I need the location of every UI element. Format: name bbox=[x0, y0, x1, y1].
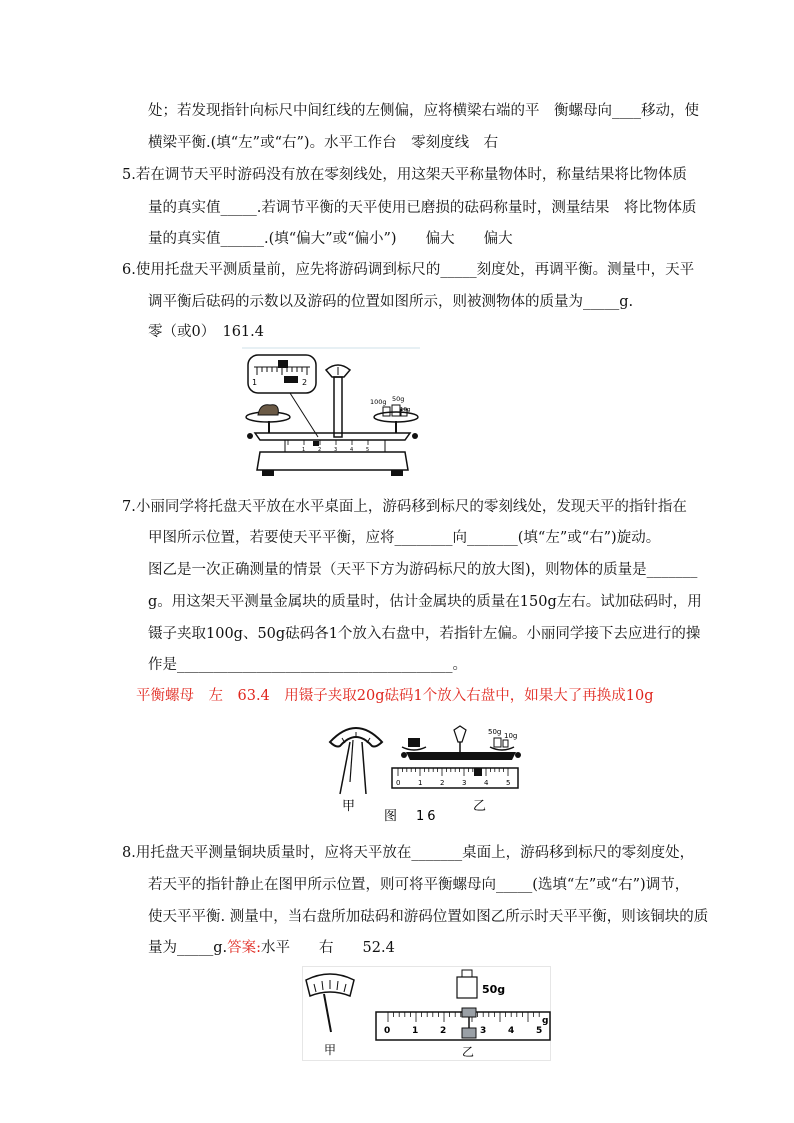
label-jia-16: 甲 bbox=[342, 799, 356, 814]
ruler16-tick-2: 2 bbox=[440, 779, 445, 787]
weight-label-10g-16: 10g bbox=[504, 732, 518, 740]
ruler16-tick-1: 1 bbox=[418, 779, 423, 787]
figure-16-caption: 图 16 bbox=[384, 809, 439, 824]
ruler-tick-2: 2 bbox=[302, 378, 308, 387]
beam-tick-2: 2 bbox=[318, 447, 322, 453]
ruler-q8-tick-3: 3 bbox=[480, 1026, 487, 1036]
q7-line-1: 7.小丽同学将托盘天平放在水平桌面上，游码移到标尺的零刻线处，发现天平的指针指在 bbox=[122, 499, 687, 515]
q8-answer-label: 答案: bbox=[227, 940, 262, 956]
ruler-q8-tick-1: 1 bbox=[412, 1026, 419, 1036]
weight-label-50g: 50g bbox=[392, 395, 405, 403]
q8-line-2: 若天平的指针静止在图甲所示位置，则可将平衡螺母向_____(选填“左”或“右”)调节， bbox=[148, 877, 690, 893]
ruler16-tick-0: 0 bbox=[396, 779, 401, 787]
ruler16-tick-5: 5 bbox=[506, 779, 511, 787]
weight-label-100g: 100g bbox=[370, 398, 387, 406]
figure-16 bbox=[326, 722, 526, 824]
ruler-q8-unit: g bbox=[542, 1016, 549, 1026]
q7-line-5: 镊子夹取100g、50g砝码各1个放入右盘中，若指针左偏。小丽同学接下去应进行的操 bbox=[148, 626, 701, 642]
q6-answer: 零（或0） 161.4 bbox=[148, 324, 264, 340]
ruler-q8-tick-2: 2 bbox=[440, 1026, 447, 1036]
beam-tick-3: 3 bbox=[334, 447, 338, 453]
q5-line-1: 5.若在调节天平时游码没有放在零刻线处，用这架天平称量物体时，称量结果将比物体质 bbox=[122, 167, 687, 183]
ruler-q8-tick-5: 5 bbox=[536, 1026, 543, 1036]
q5-line-2: 量的真实值_____.若调节平衡的天平使用已磨损的砝码称量时，测量结果 将比物体质 bbox=[148, 200, 697, 216]
q6-line-2: 调平衡后砝码的示数以及游码的位置如图所示，则被测物体的质量为_____g. bbox=[148, 294, 634, 310]
weight-label-10g: 10g bbox=[400, 407, 411, 413]
ruler16-tick-4: 4 bbox=[484, 779, 489, 787]
q7-line-2: 甲图所示位置，若要使天平平衡，应将________向_______(填“左”或“右”)旋动。 bbox=[148, 530, 661, 546]
ruler-q8-tick-0: 0 bbox=[384, 1026, 391, 1036]
q6-line-1: 6.使用托盘天平测质量前，应先将游码调到标尺的_____刻度处，再调平衡。测量中，天平 bbox=[122, 262, 695, 278]
q7-line-6: 作是______________________________________。 bbox=[148, 657, 467, 673]
q5-line-3: 量的真实值______.(填“偏大”或“偏小”) 偏大 偏大 bbox=[148, 231, 513, 247]
weight-label-50g-16: 50g bbox=[488, 728, 502, 736]
q8-line-3: 使天平平衡. 测量中，当右盘所加砝码和游码位置如图乙所示时天平平衡，则该铜块的质 bbox=[148, 909, 709, 925]
q8-line-4-text: 量为_____g. bbox=[148, 940, 228, 956]
q4-line-1: 处；若发现指针向标尺中间红线的左侧偏，应将横梁右端的平 衡螺母向____移动，使 bbox=[148, 103, 699, 119]
q7-line-4: g。用这架天平测量金属块的质量时，估计金属块的质量在150g左右。试加砝码时，用 bbox=[148, 594, 702, 610]
beam-tick-5: 5 bbox=[366, 447, 370, 453]
q8-line-4 bbox=[148, 938, 395, 958]
label-yi-16: 乙 bbox=[473, 799, 487, 814]
beam-tick-4: 4 bbox=[350, 447, 354, 453]
q4-line-2: 横梁平衡.(填“左”或“右”)。水平工作台 零刻度线 右 bbox=[148, 135, 499, 151]
ruler-tick-1: 1 bbox=[252, 378, 258, 387]
ruler-q8-tick-4: 4 bbox=[508, 1026, 515, 1036]
beam-tick-1: 1 bbox=[302, 447, 306, 453]
balance-figure-q8 bbox=[302, 966, 552, 1061]
label-yi-q8: 乙 bbox=[462, 1045, 475, 1059]
ruler16-tick-3: 3 bbox=[462, 779, 467, 787]
q7-answer: 平衡螺母 左 63.4 用镊子夹取20g砝码1个放入右盘中，如果大了再换成10g bbox=[136, 688, 654, 704]
balance-figure-q6 bbox=[240, 345, 425, 485]
q7-line-3: 图乙是一次正确测量的情景（天平下方为游码标尺的放大图)，则物体的质量是_______ bbox=[148, 562, 698, 578]
label-jia-q8: 甲 bbox=[324, 1043, 337, 1057]
q8-line-1: 8.用托盘天平测量铜块质量时，应将天平放在_______桌面上，游码移到标尺的零刻度处， bbox=[122, 845, 695, 861]
weight-label-q8: 50g bbox=[482, 983, 506, 996]
q8-answer-text: 水平 右 52.4 bbox=[261, 940, 395, 956]
